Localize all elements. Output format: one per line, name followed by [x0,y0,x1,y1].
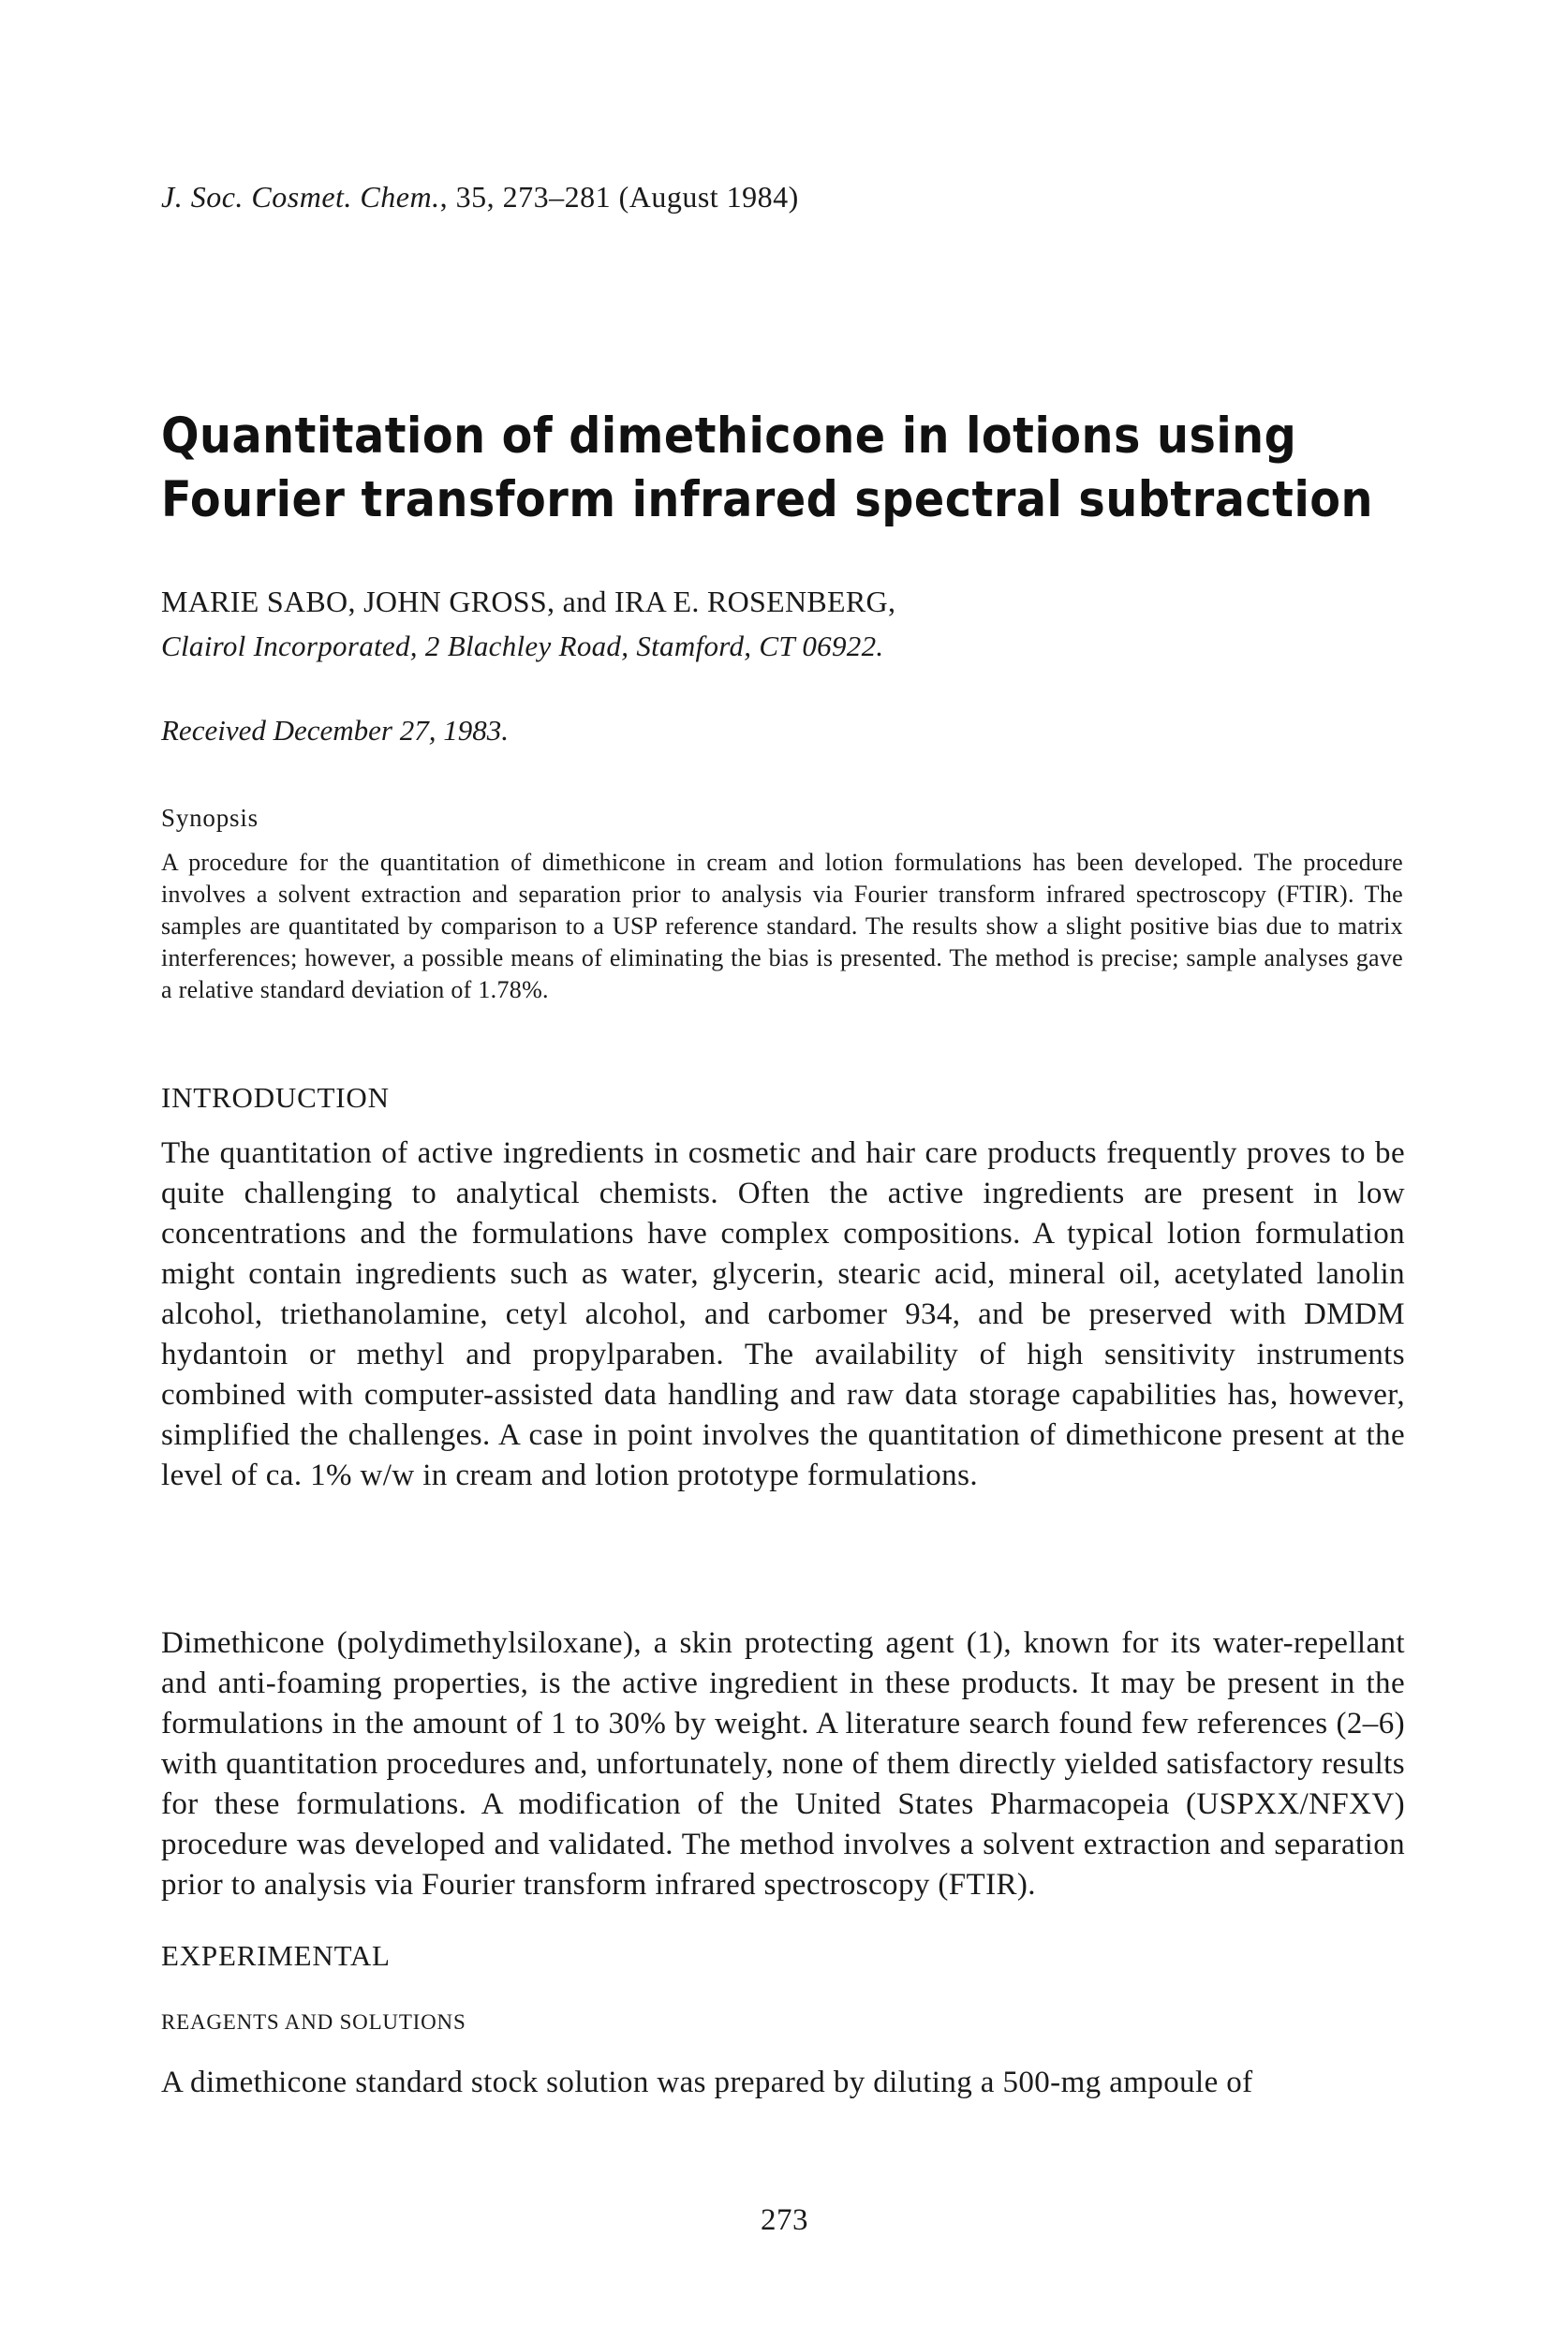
author-affiliation: Clairol Incorporated, 2 Blachley Road, Stamford, CT 06922. [161,630,884,662]
experimental-heading: EXPERIMENTAL [161,1939,391,1972]
introduction-heading: INTRODUCTION [161,1081,390,1114]
journal-page [161,0,1416,2326]
author-list: MARIE SABO, JOHN GROSS, and IRA E. ROSENBERG, [161,585,896,618]
citation-details: , 35, 273–281 (August 1984) [439,180,799,214]
introduction-paragraph-2: Dimethicone (polydimethylsiloxane), a skin protecting agent (1), known for its water-repellant and anti-foaming properties, is the active ingredient in these products. It may be present in the formulations in the amount of 1 to 30% by weight. A literature search found few references (2–6) with quantitation procedures and, unfortunately, none of them directly yielded satisfactory results for these formulations. A modification of the United States Pharmacopeia (USPXX/NFXV) procedure was developed and validated. The method involves a solvent extraction and separation prior to analysis via Fourier transform infrared spectroscopy (FTIR). [161,1626,1405,1902]
article-title: Quantitation of dimethicone in lotions using Fourier transform infrared spectral subtraction [161,407,1373,528]
page-number: 273 [761,2203,808,2237]
experimental-paragraph: A dimethicone standard stock solution was prepared by diluting a 500-mg ampoule of [161,2066,1253,2099]
synopsis-heading: Synopsis [161,804,259,832]
received-date: Received December 27, 1983. [161,714,509,747]
journal-name: J. Soc. Cosmet. Chem. [161,180,440,214]
synopsis-text: A procedure for the quantitation of dimethicone in cream and lotion formulations has been developed. The procedure involves a solvent extraction and separation prior to analysis via Fourier transform infrared spectroscopy (FTIR). The samples are quantitated by comparison to a USP reference standard. The results show a slight positive bias due to matrix interferences; however, a possible means of eliminating the bias is presented. The method is precise; sample analyses gave a relative standard deviation of 1.78%. [161,849,1403,1003]
introduction-paragraph-1: The quantitation of active ingredients in cosmetic and hair care products frequently proves to be quite challenging to analytical chemists. Often the active ingredients are present in low concentrations and the formulations have complex compositions. A typical lotion formulation might contain ingredients such as water, glycerin, stearic acid, mineral oil, acetylated lanolin alcohol, triethanolamine, cetyl alcohol, and carbomer 934, and be preserved with DMDM hydantoin or methyl and propylparaben. The availability of high sensitivity instruments combined with computer-assisted data handling and raw data storage capabilities has, however, simplified the challenges. A case in point involves the quantitation of dimethicone present at the level of ca. 1% w/w in cream and lotion prototype formulations. [161,1136,1405,1492]
journal-citation [161,180,799,215]
reagents-subheading: REAGENTS AND SOLUTIONS [161,2010,466,2034]
